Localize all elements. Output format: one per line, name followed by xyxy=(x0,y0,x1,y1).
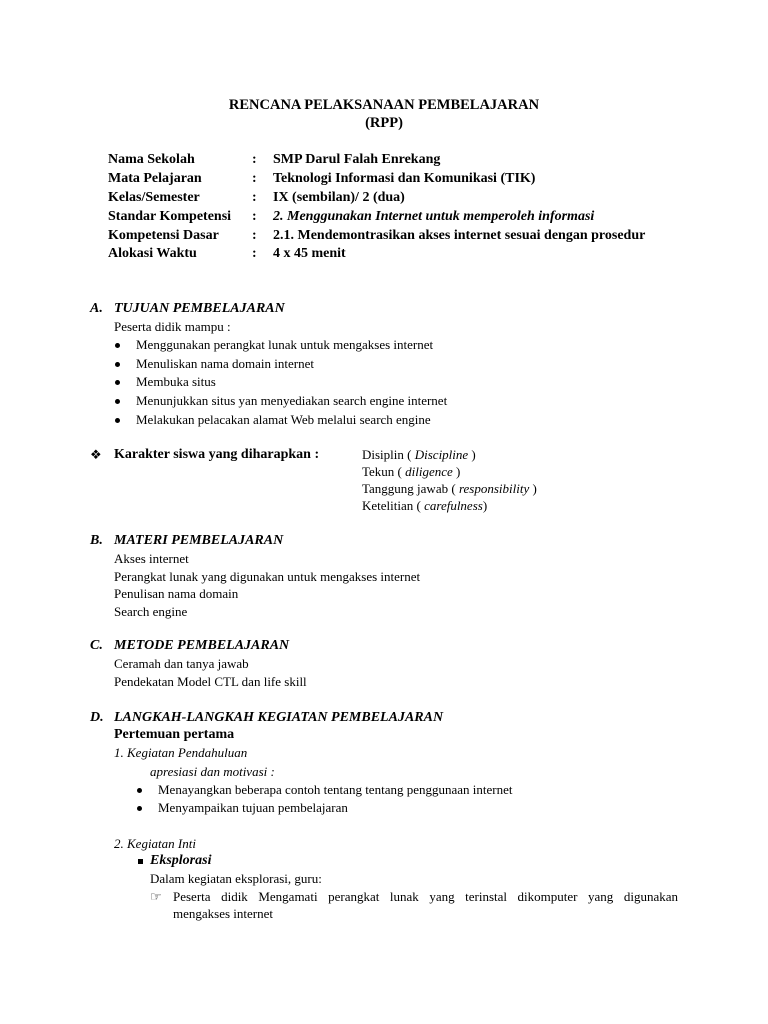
karakter-item: Disiplin ( Discipline ) xyxy=(362,447,476,462)
section-d-heading: LANGKAH-LANGKAH KEGIATAN PEMBELAJARAN xyxy=(114,710,444,725)
list-item: Melakukan pelacakan alamat Web melalui search engine xyxy=(136,412,431,427)
karakter-item: Tanggung jawab ( responsibility ) xyxy=(362,481,537,496)
bullet-dot-icon xyxy=(137,806,142,811)
info-colon: : xyxy=(252,228,257,243)
list-item: Perangkat lunak yang digunakan untuk mengakses internet xyxy=(114,569,421,584)
subsection-heading: 2. Kegiatan Inti xyxy=(114,836,196,851)
square-bullet-icon xyxy=(138,859,143,864)
section-d-letter: D. xyxy=(90,710,104,725)
list-item: Search engine xyxy=(114,604,188,619)
bullet-dot-icon xyxy=(115,399,120,404)
section-a-intro: Peserta didik mampu : xyxy=(114,319,231,334)
document-title: RENCANA PELAKSANAAN PEMBELAJARAN xyxy=(228,97,540,113)
karakter-label: Karakter siswa yang diharapkan : xyxy=(114,447,320,462)
info-value-time: 4 x 45 menit xyxy=(273,246,346,261)
eksplorasi-intro: Dalam kegiatan eksplorasi, guru: xyxy=(150,871,322,886)
info-colon: : xyxy=(252,152,257,167)
bullet-dot-icon xyxy=(137,788,142,793)
list-item: Menuliskan nama domain internet xyxy=(136,356,314,371)
bullet-dot-icon xyxy=(115,362,120,367)
section-a-heading: TUJUAN PEMBELAJARAN xyxy=(114,301,285,316)
section-c-heading: METODE PEMBELAJARAN xyxy=(114,638,290,653)
section-c-letter: C. xyxy=(90,638,103,653)
list-item: Membuka situs xyxy=(136,374,216,389)
karakter-item: Ketelitian ( carefulness) xyxy=(362,498,488,513)
info-value-school: SMP Darul Falah Enrekang xyxy=(273,152,441,167)
eksplorasi-heading: Eksplorasi xyxy=(150,853,212,868)
list-item: Menunjukkan situs yan menyediakan search engine internet xyxy=(136,393,448,408)
section-b-letter: B. xyxy=(90,533,103,548)
list-item: Menggunakan perangkat lunak untuk mengakses internet xyxy=(136,337,434,352)
bullet-dot-icon xyxy=(115,343,120,348)
section-a-letter: A. xyxy=(90,301,103,316)
info-value-subject: Teknologi Informasi dan Komunikasi (TIK) xyxy=(273,171,536,186)
bullet-dot-icon xyxy=(115,380,120,385)
list-item: Akses internet xyxy=(114,551,189,566)
info-label-subject: Mata Pelajaran xyxy=(108,171,202,186)
list-item: Menyampaikan tujuan pembelajaran xyxy=(158,800,348,815)
info-label-competency: Kompetensi Dasar xyxy=(108,228,219,243)
pointer-item-continuation: mengakses internet xyxy=(173,906,273,921)
pointing-hand-icon: ☞ xyxy=(150,889,162,904)
info-label-class: Kelas/Semester xyxy=(108,190,200,205)
list-item: Menayangkan beberapa contoh tentang tentang penggunaan internet xyxy=(158,782,513,797)
meeting-heading: Pertemuan pertama xyxy=(114,727,235,742)
info-value-competency: 2.1. Mendemontrasikan akses internet sesuai dengan prosedur xyxy=(273,228,646,243)
list-item: Ceramah dan tanya jawab xyxy=(114,656,249,671)
list-item: Penulisan nama domain xyxy=(114,586,239,601)
subsection-note: apresiasi dan motivasi : xyxy=(150,764,275,779)
info-colon: : xyxy=(252,190,257,205)
info-colon: : xyxy=(252,246,257,261)
info-value-class: IX (sembilan)/ 2 (dua) xyxy=(273,190,405,205)
bullet-dot-icon xyxy=(115,418,120,423)
info-label-time: Alokasi Waktu xyxy=(108,246,197,261)
section-b-heading: MATERI PEMBELAJARAN xyxy=(114,533,284,548)
subsection-heading: 1. Kegiatan Pendahuluan xyxy=(114,745,248,760)
info-colon: : xyxy=(252,209,257,224)
info-colon: : xyxy=(252,171,257,186)
pointer-item: Peserta didik Mengamati perangkat lunak yang terinstal dikomputer yang digunakan xyxy=(173,889,678,904)
document-subtitle: (RPP) xyxy=(365,115,403,131)
info-value-standard: 2. Menggunakan Internet untuk memperoleh informasi xyxy=(273,209,595,224)
karakter-item: Tekun ( diligence ) xyxy=(362,464,461,479)
info-label-school: Nama Sekolah xyxy=(108,152,195,167)
info-label-standard: Standar Kompetensi xyxy=(108,209,232,224)
list-item: Pendekatan Model CTL dan life skill xyxy=(114,674,307,689)
diamond-bullet-icon: ❖ xyxy=(90,447,102,462)
